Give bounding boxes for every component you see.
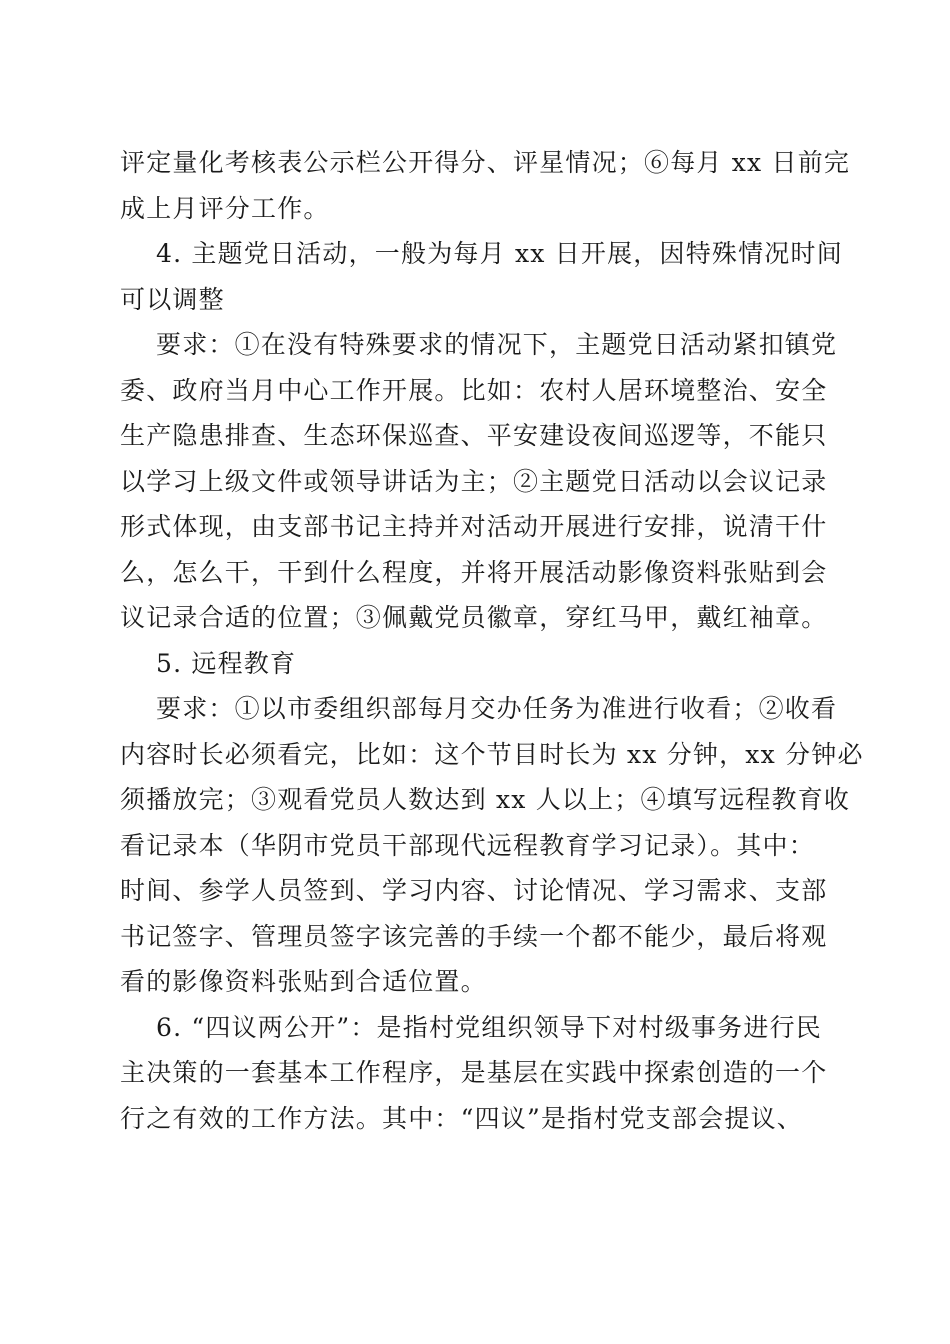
heading-theme-party-day [120, 231, 843, 322]
text-line: 看记录本（华阴市党员干部现代远程教育学习记录）。其中： [120, 830, 815, 860]
text-line: 4. 主题党日活动，一般为每月 xx 日开展，因特殊情况时间 [156, 239, 843, 268]
text-line: 须播放完；③观看党员人数达到 xx 人以上；④填写远程教育收 [120, 785, 851, 814]
text-line: 可以调整 [120, 284, 225, 314]
text-line: 评定量化考核表公示栏公开得分、评星情况；⑥每月 xx 日前完 [120, 148, 851, 177]
paragraph-remote-education-requirements [120, 686, 864, 1005]
text-line: 要求：①以市委组织部每月交办任务为准进行收看；②收看 [156, 694, 838, 723]
text-line: 5. 远程教育 [156, 648, 297, 678]
paragraph-scoring-continuation [120, 140, 851, 231]
text-line: 行之有效的工作方法。其中：“四议”是指村党支部会提议、 [120, 1103, 803, 1133]
text-line: 以学习上级文件或领导讲话为主；②主题党日活动以会议记录 [120, 466, 828, 496]
text-line: 书记签字、管理员签字该完善的手续一个都不能少，最后将观 [120, 921, 828, 951]
text-line: 生产隐患排查、生态环保巡查、平安建设夜间巡逻等，不能只 [120, 421, 828, 450]
text-line: 6. “四议两公开”：是指村党组织领导下对村级事务进行民 [156, 1012, 822, 1042]
heading-remote-education [120, 641, 830, 687]
text-line: 成上月评分工作。 [120, 193, 330, 223]
text-line: 看的影像资料张贴到合适位置。 [120, 967, 487, 996]
document-body [120, 140, 864, 1141]
text-line: 时间、参学人员签到、学习内容、讨论情况、学习需求、支部 [120, 876, 828, 905]
text-line: 议记录合适的位置；③佩戴党员徽章，穿红马甲，戴红袖章。 [120, 603, 828, 632]
text-line: 要求：①在没有特殊要求的情况下，主题党日活动紧扣镇党 [156, 330, 838, 359]
text-line: 主决策的一套基本工作程序，是基层在实践中探索创造的一个 [120, 1058, 828, 1087]
text-line: 形式体现，由支部书记主持并对活动开展进行安排，说清干什 [120, 512, 828, 541]
paragraph-four-discussions-two-publics [120, 1005, 830, 1142]
text-line: 内容时长必须看完，比如：这个节目时长为 xx 分钟，xx 分钟必 [120, 739, 864, 769]
text-line: 么，怎么干，干到什么程度，并将开展活动影像资料张贴到会 [120, 557, 828, 587]
paragraph-theme-party-day-requirements [120, 322, 838, 641]
text-line: 委、政府当月中心工作开展。比如：农村人居环境整治、安全 [120, 375, 828, 405]
